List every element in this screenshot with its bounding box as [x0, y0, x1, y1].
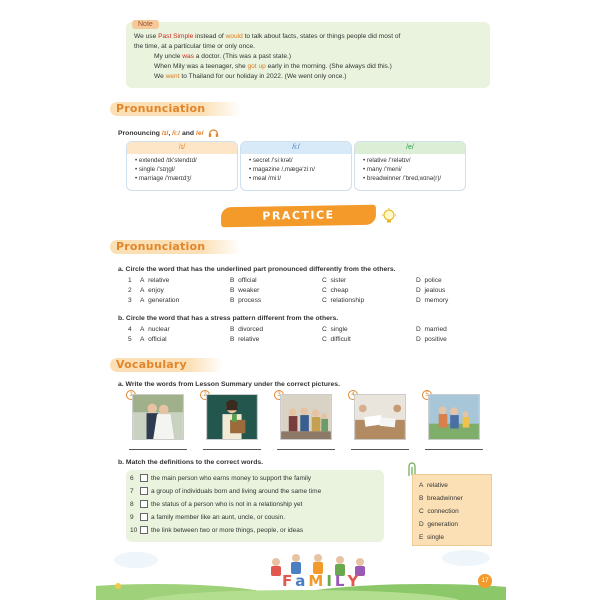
- pronouncing-subtitle: Pronouncing /ɪ/, /iː/ and /e/: [118, 128, 219, 138]
- question-row-2: 2 A enjoy B weaker C cheap D jealous: [128, 287, 446, 294]
- definitions-box: [126, 470, 384, 542]
- pron-column-header: /iː/: [241, 142, 351, 154]
- definition-row: 9 a family member like an aunt, uncle, or cousin.: [130, 514, 286, 521]
- answer-box[interactable]: [140, 526, 148, 534]
- picture-couple: [132, 394, 184, 440]
- pron-column-1: [126, 141, 238, 191]
- option-d[interactable]: D jealous: [416, 287, 446, 294]
- picture-number: 2: [200, 390, 210, 400]
- answer-blank-2[interactable]: [203, 442, 261, 450]
- picture-woman-with-groceries: [206, 394, 258, 440]
- lightbulb-icon: [382, 208, 396, 226]
- option-c[interactable]: C single: [322, 326, 348, 333]
- note-intro: We use Past Simple instead of would to talk about facts, states or things people did most of: [134, 33, 401, 40]
- option-b[interactable]: B process: [230, 297, 262, 304]
- note-example-2: When Mily was a teenager, she got up early in the morning. (She always did this.): [154, 63, 392, 70]
- answer-blank-3[interactable]: [277, 442, 335, 450]
- option-d[interactable]: D married: [416, 326, 447, 333]
- page-number: 17: [478, 574, 492, 588]
- vocab-task-b-instruction: b. Match the definitions to the correct words.: [118, 459, 264, 466]
- option-a[interactable]: A nuclear: [140, 326, 170, 333]
- choice-item: D generation: [419, 521, 459, 528]
- option-d[interactable]: D memory: [416, 297, 449, 304]
- worksheet-page: [96, 0, 506, 600]
- option-a[interactable]: A enjoy: [140, 287, 164, 294]
- option-b[interactable]: B divorced: [230, 326, 264, 333]
- answer-box[interactable]: [140, 513, 148, 521]
- option-d[interactable]: D police: [416, 277, 442, 284]
- option-c[interactable]: C sister: [322, 277, 347, 284]
- family-illustration: [96, 540, 506, 600]
- note-example-1: My uncle was a doctor. (This was a past state.): [154, 53, 292, 60]
- option-c[interactable]: C relationship: [322, 297, 365, 304]
- picture-documents-on-table: [354, 394, 406, 440]
- answer-blank-1[interactable]: [129, 442, 187, 450]
- pron-column-2: [240, 141, 352, 191]
- pron-item: • breadwinner /'bred,wɪnə(r)/: [363, 174, 465, 183]
- option-a[interactable]: A official: [140, 336, 167, 343]
- choice-item: E single: [419, 534, 444, 541]
- pronunciation-table: [126, 141, 466, 191]
- picture-number: 5: [422, 390, 432, 400]
- choice-item: A relative: [419, 482, 448, 489]
- picture-number: 4: [348, 390, 358, 400]
- word-choices-box: [412, 474, 492, 546]
- task-a-instruction: a. Circle the word that has the underlined part pronounced differently from the others.: [118, 266, 396, 273]
- option-a[interactable]: A relative: [140, 277, 170, 284]
- answer-blank-5[interactable]: [425, 442, 483, 450]
- pron-column-header: /ɪ/: [127, 142, 237, 154]
- section-header-pronunciation: Pronunciation: [110, 102, 241, 116]
- picture-family-generations: [280, 394, 332, 440]
- definition-row: 8 the status of a person who is not in a relationship yet: [130, 501, 303, 508]
- definition-row: 6 the main person who earns money to support the family: [130, 475, 312, 482]
- answer-box[interactable]: [140, 487, 148, 495]
- pron-item: • marriage /'mærɪdʒ/: [135, 174, 237, 183]
- vocab-task-a-instruction: a. Write the words from Lesson Summary under the correct pictures.: [118, 381, 340, 388]
- choice-item: C connection: [419, 508, 459, 515]
- pron-item: • extended /ɪk'stendɪd/: [135, 156, 237, 165]
- section-header-vocabulary: Vocabulary: [110, 358, 223, 372]
- option-b[interactable]: B official: [230, 277, 257, 284]
- question-row-3: 3 A generation B process C relationship D memory: [128, 297, 449, 304]
- definition-row: 10 the link between two or more things, people, or ideas: [130, 527, 304, 534]
- question-row-1: 1 A relative B official C sister D police: [128, 277, 442, 284]
- pron-column-3: [354, 141, 466, 191]
- pron-item: • single /'sɪŋɡl/: [135, 165, 237, 174]
- pron-item: • secret /'siːkrət/: [249, 156, 351, 165]
- section-header-pronunciation-practice: Pronunciation: [110, 240, 241, 254]
- pron-item: • magazine /,mæɡə'ziːn/: [249, 165, 351, 174]
- option-b[interactable]: B relative: [230, 336, 260, 343]
- option-c[interactable]: C difficult: [322, 336, 351, 343]
- question-row-4: 4 A nuclear B divorced C single D married: [128, 326, 447, 333]
- note-example-3: We went to Thailand for our holiday in 2022. (We went only once.): [154, 73, 347, 80]
- answer-box[interactable]: [140, 474, 148, 482]
- option-a[interactable]: A generation: [140, 297, 180, 304]
- note-box: [126, 22, 490, 88]
- practice-banner: PRACTICE: [221, 205, 376, 228]
- pron-item: • many /'meni/: [363, 165, 465, 174]
- answer-blank-4[interactable]: [351, 442, 409, 450]
- pron-column-header: /e/: [355, 142, 465, 154]
- pron-item: • meal /miːl/: [249, 174, 351, 183]
- family-word-art: F a M I L Y: [282, 572, 359, 590]
- task-b-instruction: b. Circle the word that has a stress pattern different from the others.: [118, 315, 339, 322]
- picture-family-outdoors: [428, 394, 480, 440]
- note-tag: Note: [132, 20, 159, 29]
- definition-row: 7 a group of individuals born and living around the same time: [130, 488, 322, 495]
- picture-number: 3: [274, 390, 284, 400]
- question-row-5: 5 A official B relative C difficult D positive: [128, 336, 447, 343]
- note-intro-line2: the time, at a particular time or only once.: [134, 43, 255, 50]
- option-d[interactable]: D positive: [416, 336, 447, 343]
- answer-box[interactable]: [140, 500, 148, 508]
- option-b[interactable]: B weaker: [230, 287, 260, 294]
- headphones-icon[interactable]: [208, 128, 219, 138]
- pron-item: • relative /'relətɪv/: [363, 156, 465, 165]
- choice-item: B breadwinner: [419, 495, 463, 502]
- picture-number: 1: [126, 390, 136, 400]
- option-c[interactable]: C cheap: [322, 287, 349, 294]
